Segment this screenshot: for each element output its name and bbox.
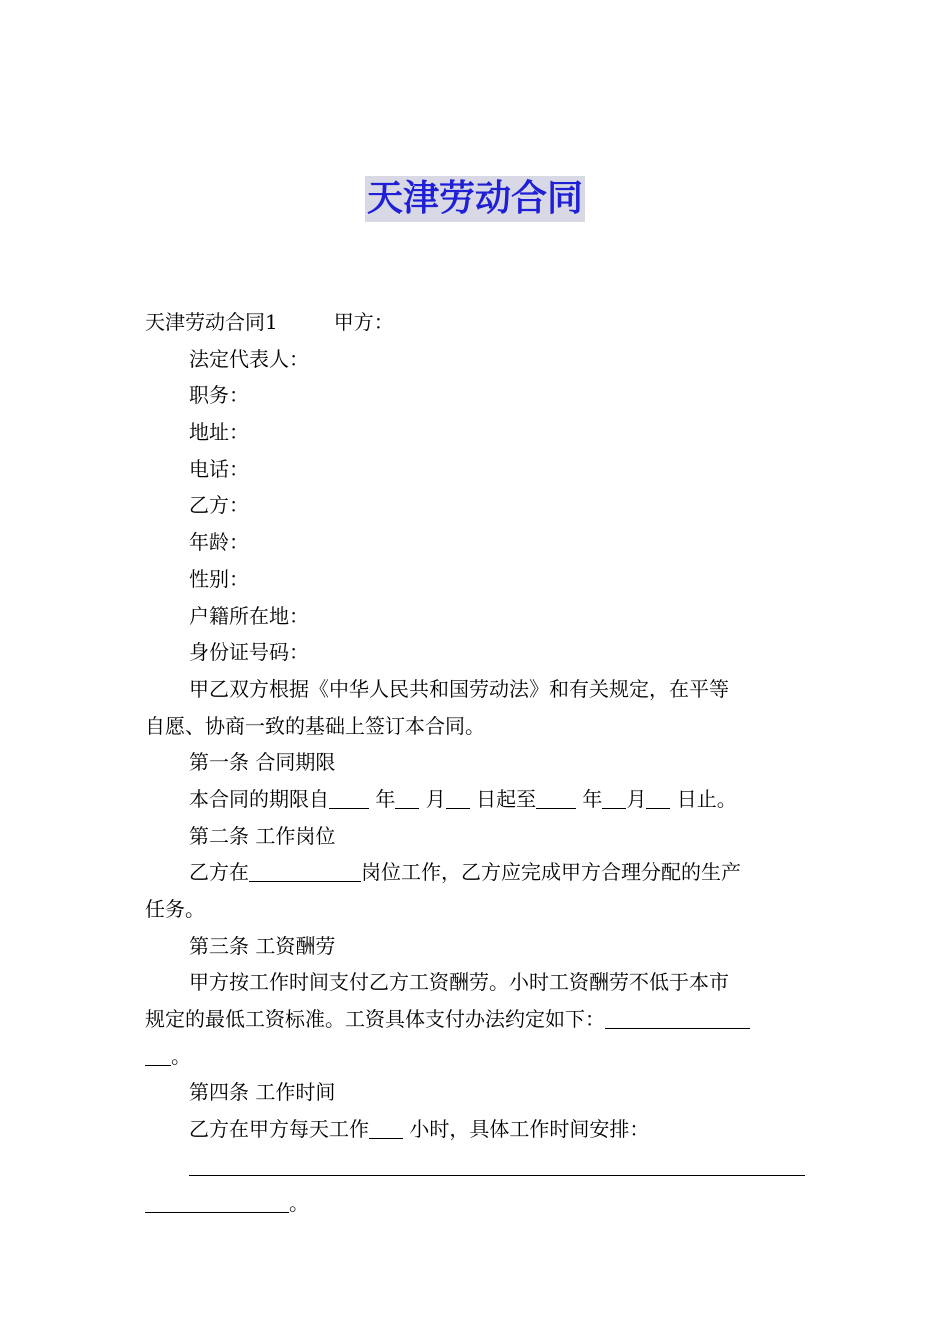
text: 日止。 (670, 786, 737, 811)
article-4-line-2 (145, 1148, 807, 1185)
blank-line (446, 786, 470, 809)
para-1-line-1: 甲乙双方根据《中华人民共和国劳动法》和有关规定，在平等 (189, 676, 729, 701)
text: 规定的最低工资标准。工资具体支付办法约定如下： (145, 1007, 605, 1032)
text: 月 (626, 786, 647, 811)
article-2-line-2: 任务。 (145, 897, 205, 921)
article-3-line-1: 甲方按工作时间支付乙方工资酬劳。小时工资酬劳不低于本市 (189, 970, 729, 995)
article-1-heading: 第一条 合同期限 (189, 750, 336, 775)
text: 小时，具体工作时间安排： (403, 1117, 650, 1142)
text: 日起至 (469, 786, 537, 811)
article-2-line-1 (145, 854, 807, 891)
blank-line (646, 786, 670, 809)
document-body (145, 304, 807, 1221)
para-1-line-2: 自愿、协商一致的基础上签订本合同。 (145, 713, 485, 738)
blank-line (602, 786, 626, 809)
article-3-line-3 (145, 1038, 807, 1075)
text: 。 (289, 1190, 309, 1215)
article-1-text (145, 781, 807, 818)
text: 。 (171, 1043, 191, 1068)
line-household: 户籍所在地： (189, 603, 309, 628)
text: 年 (369, 786, 396, 811)
line-party-b: 乙方： (189, 493, 249, 518)
blank-line (329, 786, 369, 809)
title-text: 天津劳动合同 (365, 176, 585, 222)
article-2-heading: 第二条 工作岗位 (189, 823, 336, 848)
text: 乙方在 (189, 860, 249, 885)
article-3-line-2 (145, 1001, 807, 1038)
blank-line (145, 1190, 289, 1213)
line-phone: 电话： (189, 456, 249, 481)
line-id-no: 身份证号码： (189, 640, 309, 665)
blank-line (249, 859, 361, 882)
blank-line (605, 1006, 750, 1029)
text: 年 (576, 786, 603, 811)
text: 本合同的期限自 (189, 786, 329, 811)
blank-line (369, 1116, 403, 1139)
text: 乙方在甲方每天工作 (189, 1117, 369, 1142)
article-4-line-1 (145, 1111, 807, 1148)
line-header (145, 304, 807, 341)
party-a-label: 甲方： (333, 310, 394, 334)
blank-line (536, 786, 576, 809)
line-position: 职务： (189, 383, 249, 408)
article-4-line-3 (145, 1185, 807, 1222)
line-address: 地址： (189, 420, 249, 445)
contract-name: 天津劳动合同1 (145, 310, 278, 334)
text: 月 (419, 786, 446, 811)
document-title (0, 176, 950, 222)
blank-line (145, 1043, 171, 1066)
blank-line (395, 786, 419, 809)
text: 岗位工作，乙方应完成甲方合理分配的生产 (361, 860, 741, 885)
blank-line (189, 1153, 805, 1176)
article-4-heading: 第四条 工作时间 (189, 1080, 336, 1105)
article-3-heading: 第三条 工资酬劳 (189, 933, 336, 958)
line-rep: 法定代表人： (189, 346, 309, 371)
line-gender: 性别： (189, 566, 249, 591)
line-age: 年龄： (189, 530, 249, 555)
